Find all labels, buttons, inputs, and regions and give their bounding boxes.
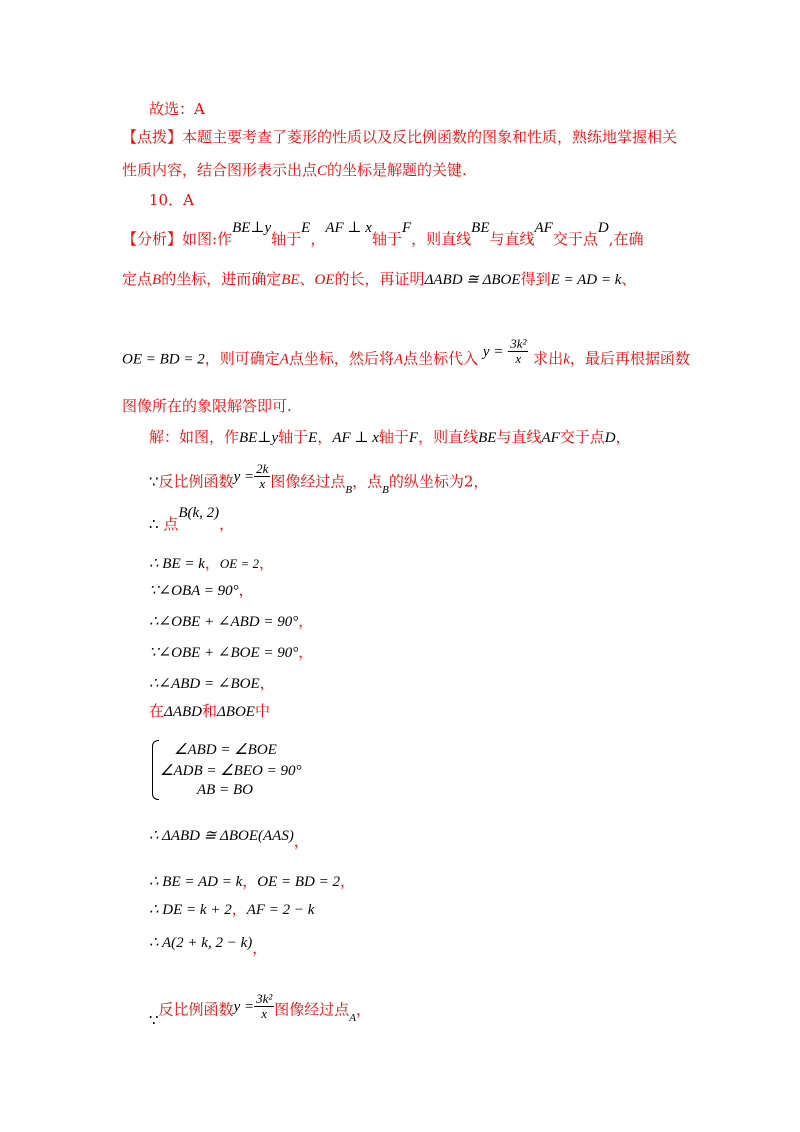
text: ， (252, 939, 268, 957)
text: ， (231, 900, 247, 918)
solution-line-11 (149, 872, 355, 891)
text: ，点 (352, 472, 383, 491)
text: 在 (149, 702, 165, 720)
math-d: D (604, 430, 616, 446)
math-be-perp-y: BE⊥y (232, 220, 272, 236)
answer-text: 故选：A (149, 100, 205, 118)
math-be-k: ∴ BE = k (149, 556, 205, 572)
text: ， (298, 643, 314, 661)
system-row-1: ∠ABD = ∠BOE (174, 742, 277, 758)
system-brace (152, 740, 159, 800)
math-angle-sum-2: ∵∠OBE + ∠BOE = 90° (149, 645, 299, 661)
seg-oe: OE (314, 272, 335, 288)
text: 与直线 (496, 428, 542, 446)
point-b: B (152, 272, 162, 288)
math-y-eq: y = (233, 468, 255, 485)
text: ，最后再根据函数 (569, 349, 690, 368)
solution-line-4 (149, 554, 274, 573)
math-be: BE (478, 430, 497, 446)
fraction-3k2-over-x (508, 337, 528, 366)
math-angle-equal: ∴∠ABD = ∠BOE (149, 676, 260, 692)
point-b: B (382, 483, 389, 496)
fraction-expression (233, 991, 275, 1021)
text: ， (204, 554, 220, 572)
math-angle-sum-1: ∴∠OBE + ∠ABD = 90° (149, 614, 299, 630)
because-symbol: ∵ (149, 1012, 159, 1029)
math-congruent: ΔABD ≅ ΔBOE (424, 272, 521, 288)
denominator: x (515, 351, 522, 366)
numerator: 3k² (256, 991, 273, 1006)
text: ， (259, 554, 275, 572)
text: ， (242, 872, 258, 890)
denominator: x (259, 476, 266, 491)
solution-line-3 (149, 505, 235, 534)
question-number-10 (149, 191, 194, 209)
math-f: F (408, 430, 419, 446)
math-oe-bd-2: OE = BD = 2 (122, 351, 205, 368)
text: 交于点 (559, 428, 605, 446)
text: 的长，再证明 (334, 270, 425, 288)
question-10-answer: 10．A (149, 191, 194, 209)
text: 中 (254, 702, 270, 720)
therefore-symbol: ∴ (149, 517, 159, 533)
fraction-expression (482, 336, 528, 366)
solution-line-14 (149, 991, 372, 1029)
text: 的纵坐标为2， (388, 472, 489, 491)
math-e-ad-k: E = AD = k (550, 272, 622, 288)
text: 、 (621, 270, 637, 288)
fraction-3k2-over-x (254, 992, 274, 1021)
text: 定点 (122, 270, 153, 288)
tip-line-2 (122, 161, 467, 180)
text: ， (259, 674, 275, 692)
text: 的坐标，进而确定 (161, 270, 282, 288)
math-af-perp-x: AF ⊥ x (325, 220, 372, 236)
text: 轴于 (371, 230, 402, 248)
math-triangle-abd: ΔABD (164, 704, 202, 720)
text: 、 (299, 270, 315, 288)
solution-line-7 (149, 643, 313, 662)
solution-line-10 (149, 826, 309, 850)
text: ,在确 (608, 230, 644, 248)
math-be-perp-y: BE⊥y (239, 430, 279, 446)
text: 轴于 (271, 230, 302, 248)
text: 与直线 (489, 230, 535, 248)
math-oe-bd-2: OE = BD = 2 (257, 874, 340, 890)
seg-be: BE (281, 272, 300, 288)
fraction-2k-over-x (254, 462, 270, 491)
math-af: AF (541, 430, 560, 446)
math-e: E (301, 220, 311, 236)
text: ， (219, 515, 235, 533)
text: 解：如图，作 (149, 428, 240, 446)
analysis-line-4 (122, 397, 292, 415)
math-f: F (401, 220, 412, 236)
text: ， (310, 230, 326, 248)
text: 轴于 (278, 428, 309, 446)
point-c: C (317, 163, 328, 179)
text: 得到 (520, 270, 551, 288)
solution-line-2 (149, 461, 489, 497)
text: ， (317, 428, 333, 446)
text: ， (615, 428, 631, 446)
math-y-eq: y = (233, 998, 255, 1015)
math-af: AF = 2 − k (246, 902, 315, 918)
math-af-perp-x: AF ⊥ x (332, 430, 379, 446)
solution-line-9 (149, 702, 270, 721)
text: 图像经过点 (270, 472, 346, 491)
math-e: E (308, 430, 318, 446)
math-be-ad-k: ∴ BE = AD = k (149, 874, 243, 890)
text: ， (356, 1000, 372, 1019)
analysis-line-1 (122, 220, 644, 249)
math-point-b-coords: B(k, 2) (178, 505, 220, 521)
math-de: ∴ DE = k + 2 (149, 902, 232, 918)
math-congruent-aas: ∴ ΔABD ≅ ΔBOE(AAS) (149, 828, 294, 844)
numerator: 2k (256, 461, 269, 476)
var-k: k (563, 351, 570, 368)
solution-line-1 (149, 428, 631, 447)
tip-text-2: 性质内容，结合图形表示出点 (122, 161, 318, 179)
math-angle-oba: ∵∠OBA = 90° (149, 583, 239, 599)
text: ，则直线 (411, 230, 472, 248)
math-oe-2: OE = 2 (219, 556, 260, 571)
math-point-a-coords: ∴ A(2 + k, 2 − k) (149, 935, 253, 951)
text: ，则直线 (418, 428, 479, 446)
system-row-2: ∠ADB = ∠BEO = 90° (160, 763, 302, 779)
math-be: BE (471, 220, 490, 236)
math-d: D (597, 220, 609, 236)
text: 点 (163, 515, 179, 533)
math-y-eq: y = (482, 343, 504, 360)
point-b: B (345, 483, 353, 496)
text: 交于点 (552, 230, 598, 248)
tip-text-3: 的坐标是解题的关键. (327, 161, 467, 179)
denominator: x (261, 1006, 268, 1021)
math-af: AF (534, 220, 553, 236)
solution-line-6 (149, 612, 313, 631)
text: 图像经过点 (274, 1000, 350, 1019)
solution-line-8 (149, 674, 275, 693)
text: ， (340, 872, 356, 890)
text: 反比例函数 (158, 472, 234, 491)
point-a: A (393, 351, 404, 368)
numerator: 3k² (510, 336, 527, 351)
text: ， (238, 581, 254, 599)
text: 图像所在的象限解答即可. (122, 397, 292, 415)
text: 点坐标，然后将 (288, 349, 394, 368)
because-symbol: ∵ (149, 474, 159, 491)
text: 求出 (533, 349, 564, 368)
text: ， (293, 832, 309, 850)
analysis-line-3 (122, 336, 690, 374)
tip-text: 【点拨】本题主要考查了菱形的性质以及反比例函数的图象和性质，熟练地掌握相关 (122, 128, 678, 146)
text: ，则可确定 (204, 349, 280, 368)
answer-line-9 (149, 100, 205, 118)
solution-line-5 (149, 581, 254, 600)
text: 和 (201, 702, 217, 720)
text: 反比例函数 (158, 1000, 234, 1019)
point-a: A (349, 1011, 357, 1024)
analysis-label: 【分析】如图:作 (122, 230, 233, 248)
math-triangle-boe: ΔBOE (217, 704, 255, 720)
text: 轴于 (378, 428, 409, 446)
solution-line-13 (149, 933, 268, 957)
tip-line-1 (122, 128, 677, 146)
text: 点坐标代入 (403, 349, 479, 368)
fraction-expression (233, 461, 271, 491)
system-row-3: AB = BO (197, 782, 253, 798)
point-a: A (279, 351, 289, 368)
text: ， (298, 612, 314, 630)
solution-line-12 (149, 900, 314, 919)
analysis-line-2 (122, 270, 636, 289)
